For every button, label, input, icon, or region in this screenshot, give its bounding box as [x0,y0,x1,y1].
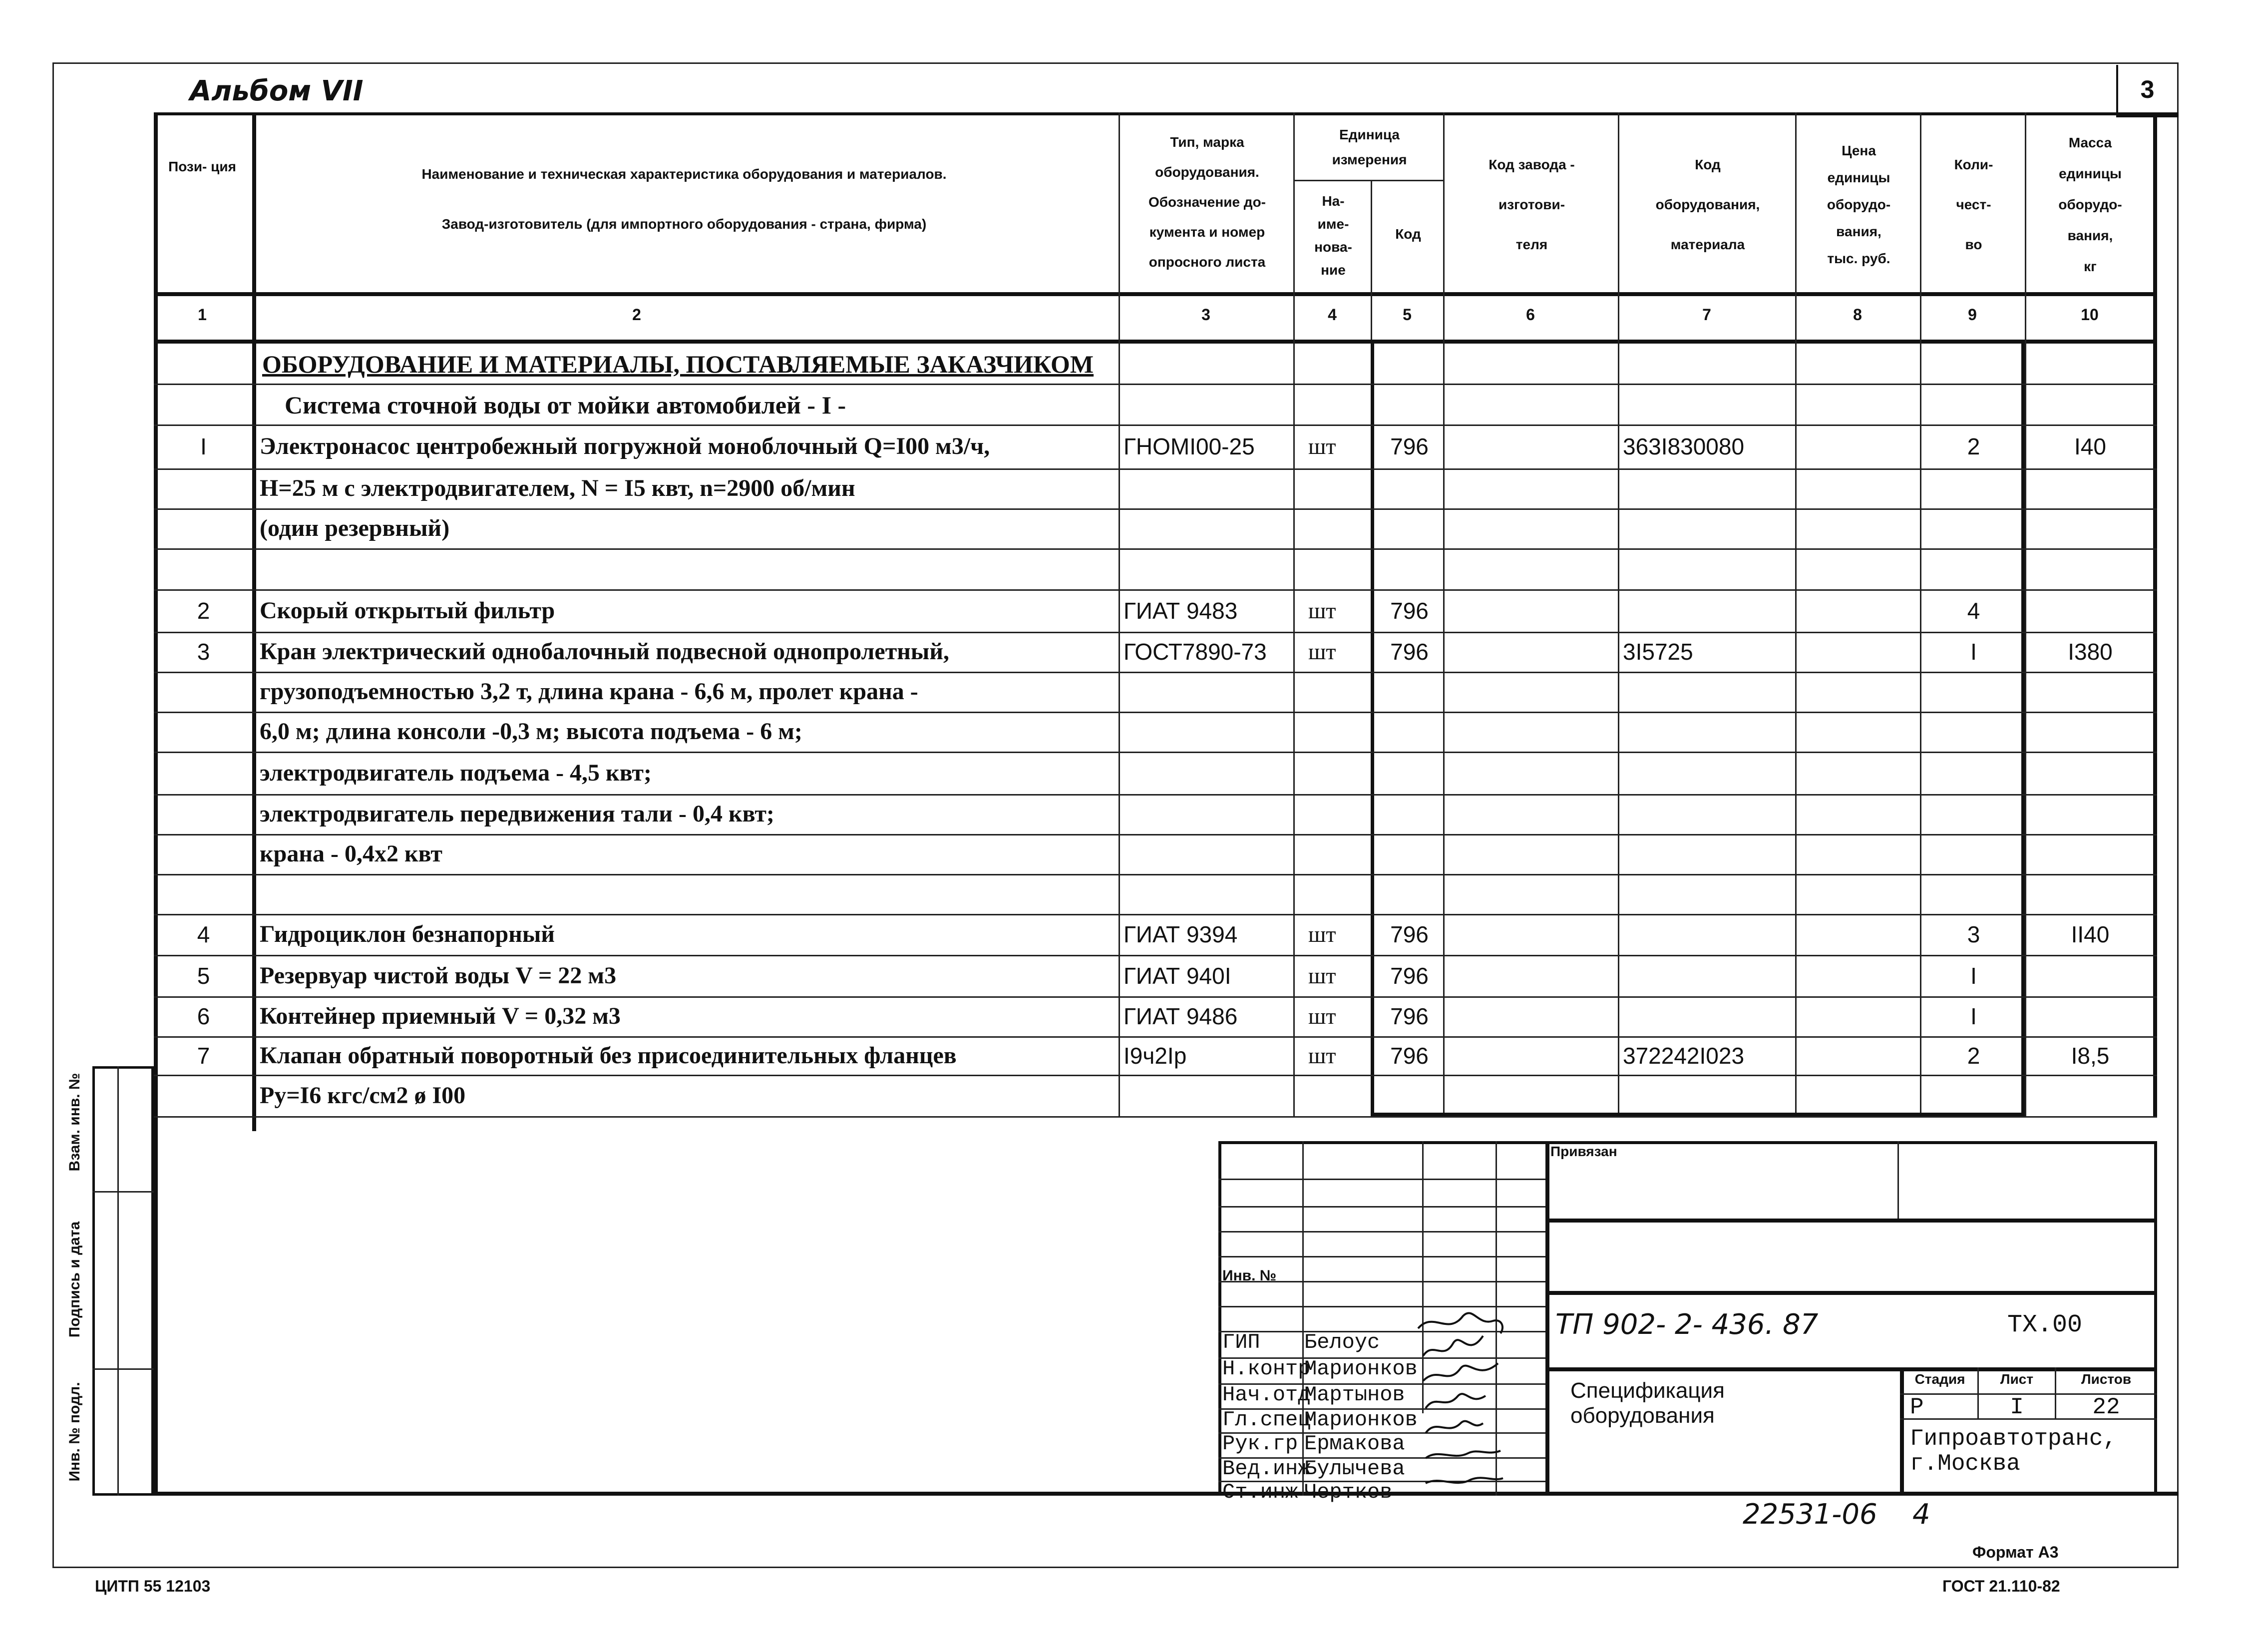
cell-qty: I [1970,1003,1977,1029]
signer-name: Булычева [1304,1457,1405,1481]
cell-type: ГОСТ7890-73 [1123,639,1267,665]
cell-pos: I [200,433,207,459]
col4-header: На- име- нова- ние [1314,193,1352,278]
col5-header: Код [1395,226,1421,242]
cell-name: Гидроциклон безнапорный [260,921,555,947]
doc-mark: ТХ.00 [2007,1311,2083,1339]
cell-code: 796 [1390,597,1429,624]
cell-code: 796 [1390,639,1429,665]
cell-name: 6,0 м; длина консоли -0,3 м; высота подъема - 6 м; [260,718,802,745]
signer-name: Марионков [1304,1357,1418,1381]
cell-name: Клапан обратный поворотный без присоединительных фланцев [260,1042,957,1069]
cell-name: электродвигатель передвижения тали - 0,4 квт; [260,801,774,827]
project-code: ТП 902- 2- 436. 87 [1555,1308,1819,1341]
cell-name: Электронасос центробежный погружной моноблочный Q=I00 м3/ч, [260,433,990,459]
archive-number: 22531-06 [1743,1498,1877,1531]
cell-unit: шт [1308,962,1336,988]
signer-name: Чертков [1304,1480,1393,1504]
cell-name: Скорый открытый фильтр [260,597,555,624]
stage-label: Стадия [1914,1371,1965,1387]
colnum-1: 1 [198,306,207,324]
cell-unit: шт [1308,639,1336,664]
cell-qty: 2 [1967,1042,1980,1069]
signer-role: Гл.спец [1222,1408,1311,1432]
cell-unit: шт [1308,921,1336,947]
unit-group-header: Единица измерения [1332,127,1407,167]
col2-header-line1: Наименование и техническая характеристика оборудования и материалов. [421,166,947,182]
cell-mass: I8,5 [2071,1042,2110,1069]
cell-code: 796 [1390,1003,1429,1029]
signer-name: Ермакова [1304,1432,1405,1456]
cell-unit: шт [1308,1003,1336,1029]
col6-header: Код завода - изготови- теля [1489,157,1575,252]
cell-mass: II40 [2071,921,2110,947]
col9-header: Коли- чест- во [1954,157,1993,252]
signer-role: Н.контр [1222,1357,1311,1381]
org-line1: Гипроавтотранс, [1910,1426,2117,1452]
cell-type: ГИАТ 9394 [1123,921,1238,947]
cell-pos: 4 [197,921,210,947]
cell-qty: 3 [1967,921,1980,947]
signer-role: Ст.инж [1222,1480,1298,1504]
privyazan-label: Привязан [1550,1144,1617,1159]
album-label: Альбом VII [190,75,364,107]
cell-name: Ру=I6 кгс/см2 ø I00 [260,1082,466,1109]
cell-unit: шт [1308,433,1336,459]
cell-name: Кран электрический однобалочный подвесной однопролетный, [260,638,950,665]
sheet-corner-number: 3 [2140,75,2155,103]
cell-pos: 2 [197,597,210,624]
cell-pos: 5 [197,962,210,989]
cell-type: I9ч2Iр [1123,1042,1187,1069]
inv-no-label: Инв. № [1222,1267,1277,1284]
colnum-7: 7 [1702,306,1711,324]
colnum-6: 6 [1526,306,1535,324]
col7-header: Код оборудования, материала [1655,157,1760,252]
subsection-title: Система сточной воды от мойки автомобилей - I - [285,391,846,419]
signer-role: ГИП [1222,1330,1260,1354]
colnum-10: 10 [2081,306,2099,324]
cell-qty: I [1970,639,1977,665]
cell-qty: 4 [1967,597,1980,624]
col8-header: Цена единицы оборудо- вания, тыс. руб. [1827,143,1891,266]
cell-pos: 6 [197,1003,210,1029]
cell-name: Резервуар чистой воды V = 22 м3 [260,962,617,989]
cell-name: крана - 0,4х2 квт [260,840,442,867]
cell-type: ГИАТ 9486 [1123,1003,1238,1029]
signature-scribbles [1413,1306,1513,1496]
cell-unit: шт [1308,597,1336,623]
col2-header-line2: Завод-изготовитель (для импортного оборудования - страна, фирма) [441,216,927,232]
cell-mass: I380 [2068,639,2113,665]
colnum-9: 9 [1968,306,1977,324]
side-label-podpis: Подпись и дата [66,1221,83,1338]
cell-qty: I [1970,962,1977,989]
cell-code: 796 [1390,1042,1429,1069]
col10-header: Масса единицы оборудо- вания, кг [2058,135,2122,274]
signer-role: Нач.отд [1222,1383,1311,1407]
cell-equip-code: 363I830080 [1623,433,1745,459]
cell-type: ГНОМI00-25 [1123,433,1255,459]
side-label-vzam: Взам. инв. № [66,1073,83,1172]
cipt-label: ЦИТП 55 12103 [95,1577,211,1595]
cell-code: 796 [1390,433,1429,459]
cell-name: грузоподъемностью 3,2 т, длина крана - 6,6 м, пролет крана - [260,678,918,705]
cell-name: электродвигатель подъема - 4,5 квт; [260,759,652,786]
sheets-label: Листов [2081,1371,2132,1387]
cell-type: ГИАТ 940I [1123,962,1231,989]
archive-sheet: 4 [1912,1498,1930,1531]
side-strip [92,1066,154,1496]
cell-mass: I40 [2074,433,2106,459]
format-label: Формат А3 [1972,1543,2059,1561]
doc-title-line2: оборудования [1570,1403,1715,1428]
cell-unit: шт [1308,1042,1336,1068]
colnum-8: 8 [1853,306,1862,324]
side-label-inv-podl: Инв. № подл. [66,1382,83,1482]
cell-pos: 7 [197,1042,210,1069]
cell-qty: 2 [1967,433,1980,459]
cell-code: 796 [1390,962,1429,989]
cell-type: ГИАТ 9483 [1123,597,1238,624]
col1-header: Пози- ция [168,159,236,174]
sheets-value: 22 [2092,1394,2120,1420]
sheet-label: Лист [2000,1371,2034,1387]
col3-header: Тип, марка оборудования. Обозначение до- кумента и номер опросного листа [1148,134,1266,270]
cell-equip-code: 3I5725 [1623,639,1693,665]
doc-title-line1: Спецификация [1570,1378,1725,1403]
gost-label: ГОСТ 21.110-82 [1942,1577,2060,1595]
colnum-5: 5 [1403,306,1412,324]
colnum-4: 4 [1328,306,1337,324]
signer-name: Белоус [1304,1330,1380,1354]
signer-role: Вед.инж [1222,1457,1311,1481]
cell-name: (один резервный) [260,515,450,541]
signer-role: Рук.гр [1222,1432,1298,1456]
stage-value: Р [1910,1394,1924,1420]
section-title: ОБОРУДОВАНИЕ И МАТЕРИАЛЫ, ПОСТАВЛЯЕМЫЕ ЗАКАЗЧИКОМ [262,350,1094,378]
sheet-value: I [2010,1394,2024,1420]
cell-code: 796 [1390,921,1429,947]
colnum-2: 2 [632,306,641,324]
cell-name: Контейнер приемный V = 0,32 м3 [260,1003,621,1029]
colnum-3: 3 [1201,306,1210,324]
cell-equip-code: 372242I023 [1623,1042,1745,1069]
signer-name: Марионков [1304,1408,1418,1432]
cell-pos: 3 [197,639,210,665]
cell-name: H=25 м с электродвигателем, N = I5 квт, n=2900 об/мин [260,475,855,501]
org-line2: г.Москва [1910,1451,2020,1477]
signer-name: Мартынов [1304,1383,1405,1407]
